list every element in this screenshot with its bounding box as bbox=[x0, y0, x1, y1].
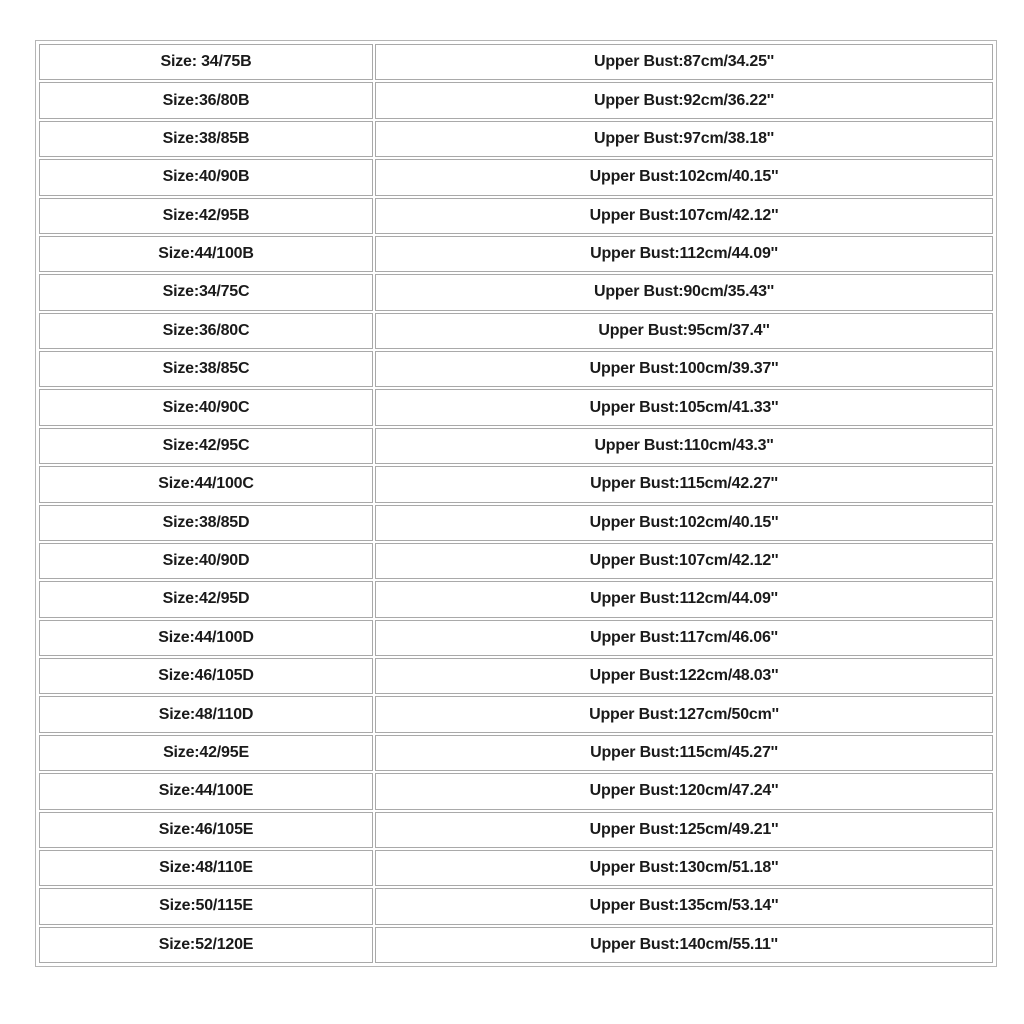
upper-bust-cell: Upper Bust:87cm/34.25'' bbox=[375, 44, 993, 80]
size-cell: Size:42/95D bbox=[39, 581, 373, 617]
size-cell: Size:34/75C bbox=[39, 274, 373, 310]
table-row bbox=[39, 159, 993, 195]
upper-bust-cell: Upper Bust:115cm/45.27'' bbox=[375, 735, 993, 771]
table-row bbox=[39, 735, 993, 771]
table-row bbox=[39, 389, 993, 425]
size-cell: Size:38/85C bbox=[39, 351, 373, 387]
table-row bbox=[39, 543, 993, 579]
size-cell: Size:50/115E bbox=[39, 888, 373, 924]
size-cell: Size: 34/75B bbox=[39, 44, 373, 80]
size-cell: Size:36/80C bbox=[39, 313, 373, 349]
upper-bust-cell: Upper Bust:95cm/37.4'' bbox=[375, 313, 993, 349]
size-cell: Size:40/90D bbox=[39, 543, 373, 579]
size-cell: Size:44/100B bbox=[39, 236, 373, 272]
size-cell: Size:40/90C bbox=[39, 389, 373, 425]
table-row bbox=[39, 696, 993, 732]
size-cell: Size:46/105E bbox=[39, 812, 373, 848]
table-row bbox=[39, 121, 993, 157]
table-row bbox=[39, 82, 993, 118]
table-row bbox=[39, 581, 993, 617]
table-row bbox=[39, 198, 993, 234]
upper-bust-cell: Upper Bust:100cm/39.37'' bbox=[375, 351, 993, 387]
size-cell: Size:42/95C bbox=[39, 428, 373, 464]
upper-bust-cell: Upper Bust:97cm/38.18'' bbox=[375, 121, 993, 157]
size-chart bbox=[35, 40, 997, 967]
table-row bbox=[39, 850, 993, 886]
table-row bbox=[39, 236, 993, 272]
upper-bust-cell: Upper Bust:112cm/44.09'' bbox=[375, 581, 993, 617]
upper-bust-cell: Upper Bust:110cm/43.3'' bbox=[375, 428, 993, 464]
upper-bust-cell: Upper Bust:90cm/35.43'' bbox=[375, 274, 993, 310]
upper-bust-cell: Upper Bust:135cm/53.14'' bbox=[375, 888, 993, 924]
size-cell: Size:52/120E bbox=[39, 927, 373, 963]
size-chart-body bbox=[39, 44, 993, 963]
table-row bbox=[39, 505, 993, 541]
upper-bust-cell: Upper Bust:115cm/42.27'' bbox=[375, 466, 993, 502]
table-row bbox=[39, 44, 993, 80]
upper-bust-cell: Upper Bust:105cm/41.33'' bbox=[375, 389, 993, 425]
table-row bbox=[39, 658, 993, 694]
upper-bust-cell: Upper Bust:102cm/40.15'' bbox=[375, 505, 993, 541]
size-cell: Size:42/95B bbox=[39, 198, 373, 234]
upper-bust-cell: Upper Bust:122cm/48.03'' bbox=[375, 658, 993, 694]
table-row bbox=[39, 274, 993, 310]
size-cell: Size:44/100C bbox=[39, 466, 373, 502]
size-cell: Size:38/85B bbox=[39, 121, 373, 157]
upper-bust-cell: Upper Bust:112cm/44.09'' bbox=[375, 236, 993, 272]
table-row bbox=[39, 466, 993, 502]
size-chart-table bbox=[37, 42, 995, 965]
size-cell: Size:42/95E bbox=[39, 735, 373, 771]
upper-bust-cell: Upper Bust:140cm/55.11'' bbox=[375, 927, 993, 963]
size-cell: Size:36/80B bbox=[39, 82, 373, 118]
size-cell: Size:48/110D bbox=[39, 696, 373, 732]
size-cell: Size:48/110E bbox=[39, 850, 373, 886]
upper-bust-cell: Upper Bust:127cm/50cm'' bbox=[375, 696, 993, 732]
table-row bbox=[39, 773, 993, 809]
upper-bust-cell: Upper Bust:102cm/40.15'' bbox=[375, 159, 993, 195]
table-row bbox=[39, 351, 993, 387]
upper-bust-cell: Upper Bust:125cm/49.21'' bbox=[375, 812, 993, 848]
table-row bbox=[39, 313, 993, 349]
table-row bbox=[39, 888, 993, 924]
size-cell: Size:40/90B bbox=[39, 159, 373, 195]
size-cell: Size:44/100D bbox=[39, 620, 373, 656]
upper-bust-cell: Upper Bust:107cm/42.12'' bbox=[375, 198, 993, 234]
size-cell: Size:38/85D bbox=[39, 505, 373, 541]
upper-bust-cell: Upper Bust:107cm/42.12'' bbox=[375, 543, 993, 579]
upper-bust-cell: Upper Bust:92cm/36.22'' bbox=[375, 82, 993, 118]
table-row bbox=[39, 812, 993, 848]
upper-bust-cell: Upper Bust:130cm/51.18'' bbox=[375, 850, 993, 886]
table-row bbox=[39, 620, 993, 656]
size-cell: Size:44/100E bbox=[39, 773, 373, 809]
table-row bbox=[39, 428, 993, 464]
upper-bust-cell: Upper Bust:120cm/47.24'' bbox=[375, 773, 993, 809]
upper-bust-cell: Upper Bust:117cm/46.06'' bbox=[375, 620, 993, 656]
size-cell: Size:46/105D bbox=[39, 658, 373, 694]
table-row bbox=[39, 927, 993, 963]
